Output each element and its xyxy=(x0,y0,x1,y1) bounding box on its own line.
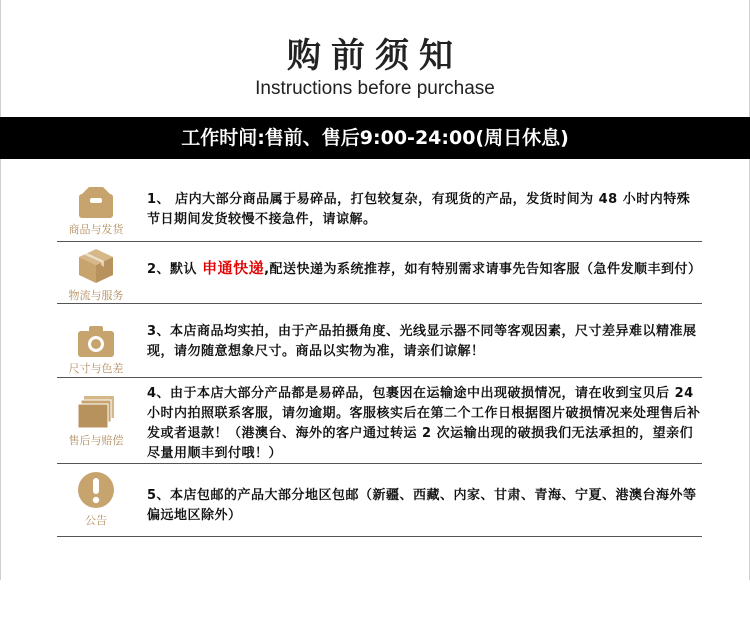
notice-icon-label: 商品与发货 xyxy=(68,223,124,236)
stack-icon xyxy=(76,394,116,430)
notice-text xyxy=(147,258,702,280)
alert-icon xyxy=(76,470,116,510)
package-icon xyxy=(76,247,116,285)
notice-icon-label: 公告 xyxy=(85,514,107,527)
notice-icon-label: 售后与赔偿 xyxy=(68,434,124,447)
notice-text-after: ,配送快递为系统推荐，如有特别需求请事先告知客服（急件发顺丰到付） xyxy=(264,262,702,277)
page-title: 购前须知 xyxy=(287,36,463,76)
notice-item-after-sales xyxy=(57,378,702,464)
notice-item-logistics xyxy=(57,242,702,304)
box-icon xyxy=(76,185,116,219)
notice-text: 3、本店商品均实拍，由于产品拍摄角度、光线显示器不同等客观因素，尺寸差异难以精准展现，请勿随意想象尺寸。商品以实物为准，请亲们谅解！ xyxy=(147,324,697,359)
page-subtitle: Instructions before purchase xyxy=(255,78,495,99)
camera-icon xyxy=(76,324,116,358)
notice-icon-block xyxy=(57,185,135,237)
notice-icon-block xyxy=(57,247,135,303)
notice-item-announcement xyxy=(57,464,702,537)
courier-name-highlight: 申通快递 xyxy=(202,259,265,277)
notice-item-shipping xyxy=(57,180,702,242)
notice-icon-block xyxy=(57,394,135,448)
notice-text-before: 2、默认 xyxy=(147,262,203,277)
notice-icon-label: 尺寸与色差 xyxy=(68,362,124,375)
notice-text: 4、由于本店大部分产品都是易碎品，包裹因在运输途中出现破损情况，请在收到宝贝后 24 小时内拍照联系客服，请勿逾期。客服核实后在第二个工作日根据图片破损情况来处理售后补发或者退款！（港澳台、海外的客户通过转运 2 次运输出现的破损我们无法承担的，望亲们尽量用顺丰到付哦！） xyxy=(147,386,701,461)
notice-icon-block xyxy=(57,470,135,528)
notice-icon-label: 物流与服务 xyxy=(68,289,124,302)
working-hours-banner: 工作时间:售前、售后9:00-24:00(周日休息) xyxy=(0,117,750,159)
notice-icon-block xyxy=(57,324,135,376)
notice-text: 1、 店内大部分商品属于易碎品，打包较复杂，有现货的产品，发货时间为 48 小时内特殊节日期间发货较慢不接急件，请谅解。 xyxy=(147,192,691,227)
notice-item-size-color xyxy=(57,304,702,378)
notice-text: 5、本店包邮的产品大部分地区包邮（新疆、西藏、内家、甘肃、青海、宁夏、港澳台海外等偏远地区除外） xyxy=(147,488,697,523)
